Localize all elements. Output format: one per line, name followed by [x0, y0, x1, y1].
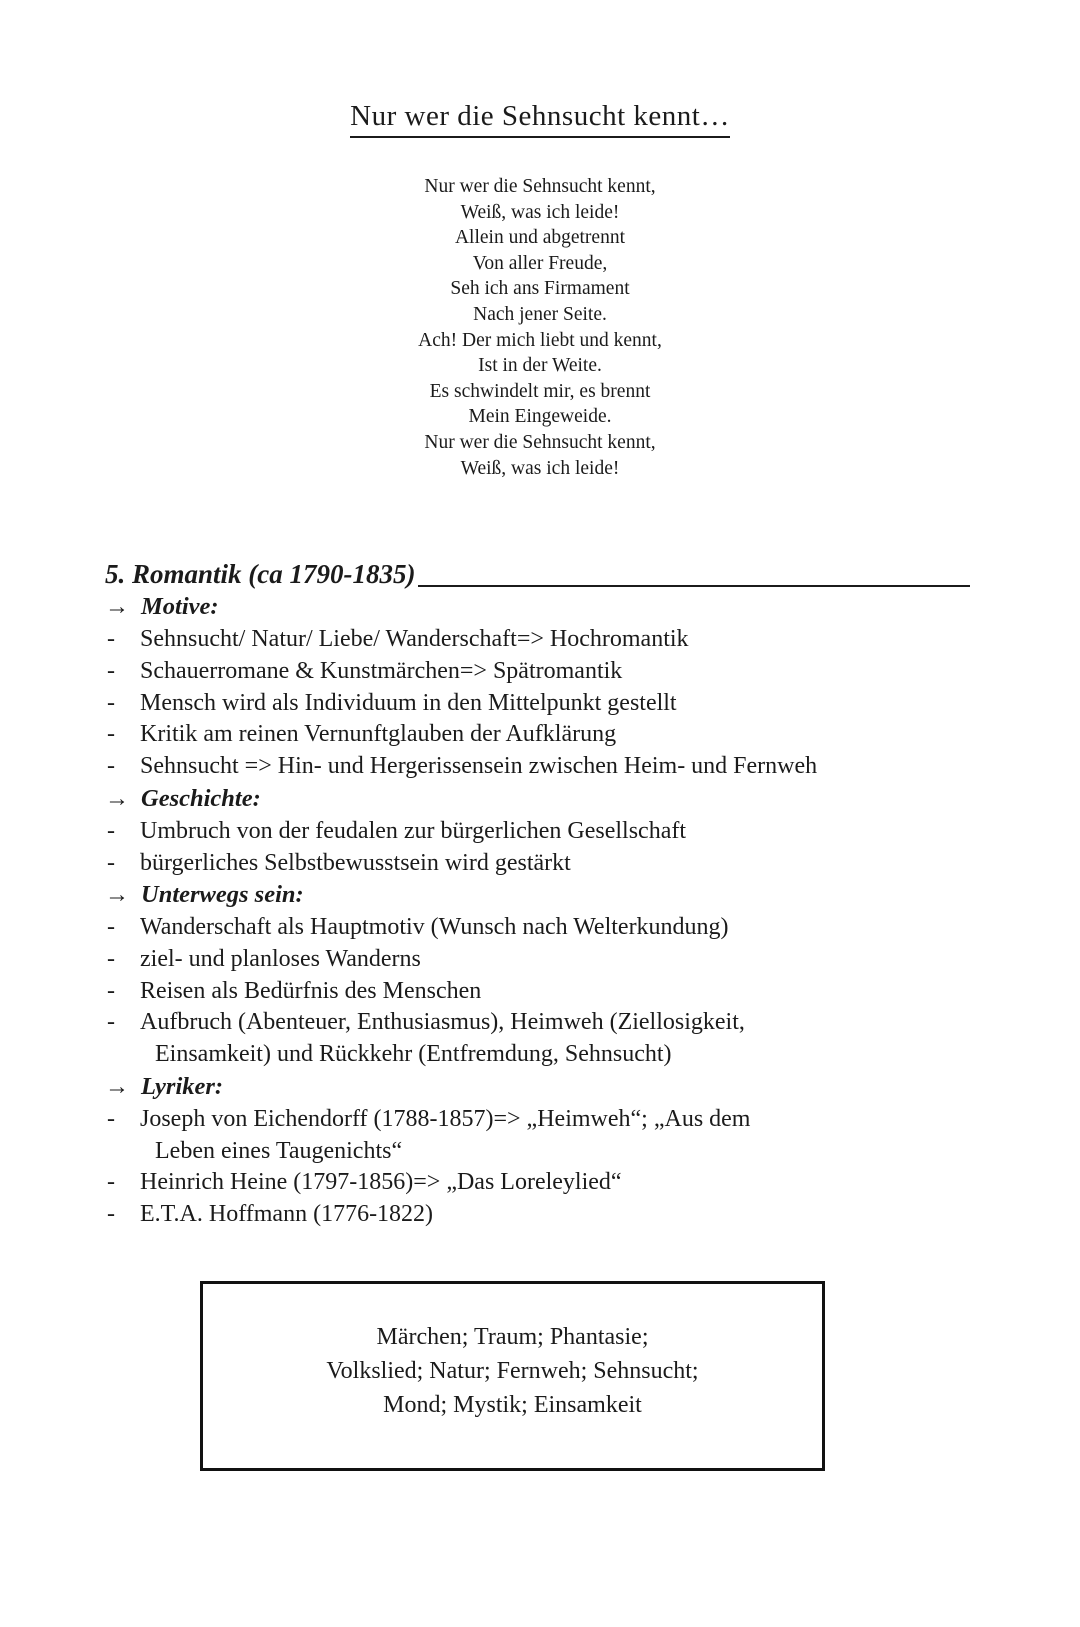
arrow-icon: →	[105, 785, 129, 812]
poem-line: Es schwindelt mir, es brennt	[429, 380, 651, 402]
section-motive	[105, 591, 970, 783]
keywords-box	[200, 1281, 825, 1471]
section-label: Lyriker:	[141, 1073, 224, 1101]
section-items	[107, 816, 970, 880]
poem-line: Ist in der Weite.	[478, 355, 602, 377]
list-item-text: E.T.A. Hoffmann (1776-1822)	[140, 1201, 434, 1228]
section-label: Unterwegs sein:	[141, 881, 304, 909]
poem-line: Weiß, was ich leide!	[460, 457, 620, 479]
section-geschichte	[105, 783, 970, 879]
section-heading	[105, 557, 970, 591]
arrow-icon: →	[105, 594, 129, 621]
section-items	[107, 624, 970, 783]
list-item: - Kritik am reinen Vernunftglauben der Aufklärung	[107, 721, 617, 748]
arrow-icon: →	[105, 1074, 129, 1101]
section-header	[105, 879, 970, 912]
list-item-text: Schauerromane & Kunstmärchen=> Spätromantik	[140, 657, 623, 684]
section-unterwegs-sein	[105, 879, 970, 1071]
section-header	[105, 591, 970, 624]
list-item: - Mensch wird als Individuum in den Mittelpunkt gestellt	[107, 689, 677, 716]
document-page	[0, 100, 1080, 1471]
keywords-line: Mond; Mystik; Einsamkeit	[383, 1392, 642, 1419]
list-item: - Sehnsucht/ Natur/ Liebe/ Wanderschaft=> Hochromantik	[107, 625, 689, 652]
poem-line: Weiß, was ich leide!	[460, 201, 620, 223]
section-label: Geschichte:	[141, 784, 261, 812]
poem-line: Allein und abgetrennt	[454, 227, 626, 249]
list-item: - Aufbruch (Abenteuer, Enthusiasmus), Heimweh (Ziellosigkeit, Einsamkeit) und Rückkehr (Entfremdung, Sehnsucht)	[107, 1009, 745, 1068]
list-item-text: Reisen als Bedürfnis des Menschen	[140, 977, 482, 1004]
section-heading-text: 5. Romantik (ca 1790-1835)	[105, 559, 416, 590]
list-item-text: Joseph von Eichendorff (1788-1857)=> „Heimweh“; „Aus dem	[140, 1105, 751, 1132]
list-item-text: Wanderschaft als Hauptmotiv (Wunsch nach Welterkundung)	[140, 914, 729, 941]
list-item: - Sehnsucht => Hin- und Hergerissensein zwischen Heim- und Fernweh	[107, 753, 818, 780]
list-item: - ziel- und planloses Wanderns	[107, 945, 421, 972]
list-item: - Wanderschaft als Hauptmotiv (Wunsch nach Welterkundung)	[107, 914, 729, 941]
page-title: Nur wer die Sehnsucht kennt…	[350, 100, 730, 138]
list-item-text: ziel- und planloses Wanderns	[140, 945, 421, 972]
poem-line: Mein Eingeweide.	[468, 406, 612, 428]
poem-line: Seh ich ans Firmament	[450, 278, 630, 300]
section-header	[105, 783, 970, 816]
poem-line: Von aller Freude,	[472, 252, 608, 274]
list-item: - Reisen als Bedürfnis des Menschen	[107, 977, 482, 1004]
section-items	[107, 912, 970, 1071]
section-lyriker	[105, 1071, 970, 1231]
section-label: Motive:	[141, 593, 219, 621]
notes-content	[0, 557, 1080, 1471]
keywords-line: Märchen; Traum; Phantasie;	[376, 1324, 649, 1351]
heading-rule	[418, 585, 971, 587]
list-item: - Heinrich Heine (1797-1856)=> „Das Loreleylied“	[107, 1169, 622, 1196]
arrow-icon: →	[105, 882, 129, 909]
list-item-text: Umbruch von der feudalen zur bürgerlichen Gesellschaft	[140, 817, 687, 844]
list-item-text: Aufbruch (Abenteuer, Enthusiasmus), Heimweh (Ziellosigkeit,	[140, 1009, 745, 1036]
section-header	[105, 1071, 970, 1104]
poem	[0, 174, 1080, 481]
list-item-text: bürgerliches Selbstbewusstsein wird gestärkt	[140, 849, 571, 876]
section-items	[107, 1104, 970, 1231]
poem-line: Nach jener Seite.	[473, 303, 607, 325]
list-item: - Umbruch von der feudalen zur bürgerlichen Gesellschaft	[107, 817, 687, 844]
poem-line: Ach! Der mich liebt und kennt,	[418, 329, 662, 351]
list-item: - bürgerliches Selbstbewusstsein wird gestärkt	[107, 849, 571, 876]
keywords-line: Volkslied; Natur; Fernweh; Sehnsucht;	[326, 1358, 699, 1385]
list-item: - E.T.A. Hoffmann (1776-1822)	[107, 1201, 434, 1228]
list-item-continuation: Leben eines Taugenichts“	[155, 1137, 403, 1164]
list-item-continuation: Einsamkeit) und Rückkehr (Entfremdung, Sehnsucht)	[155, 1041, 672, 1068]
list-item-text: Kritik am reinen Vernunftglauben der Aufklärung	[140, 721, 617, 748]
list-item-text: Mensch wird als Individuum in den Mittelpunkt gestellt	[140, 689, 677, 716]
poem-line: Nur wer die Sehnsucht kennt,	[424, 431, 656, 453]
list-item: - Joseph von Eichendorff (1788-1857)=> „Heimweh“; „Aus dem Leben eines Taugenichts“	[107, 1105, 751, 1164]
list-item-text: Heinrich Heine (1797-1856)=> „Das Loreleylied“	[140, 1169, 622, 1196]
list-item: - Schauerromane & Kunstmärchen=> Spätromantik	[107, 657, 623, 684]
poem-line: Nur wer die Sehnsucht kennt,	[424, 176, 656, 197]
list-item-text: Sehnsucht => Hin- und Hergerissensein zwischen Heim- und Fernweh	[140, 753, 818, 780]
list-item-text: Sehnsucht/ Natur/ Liebe/ Wanderschaft=> Hochromantik	[140, 625, 689, 652]
